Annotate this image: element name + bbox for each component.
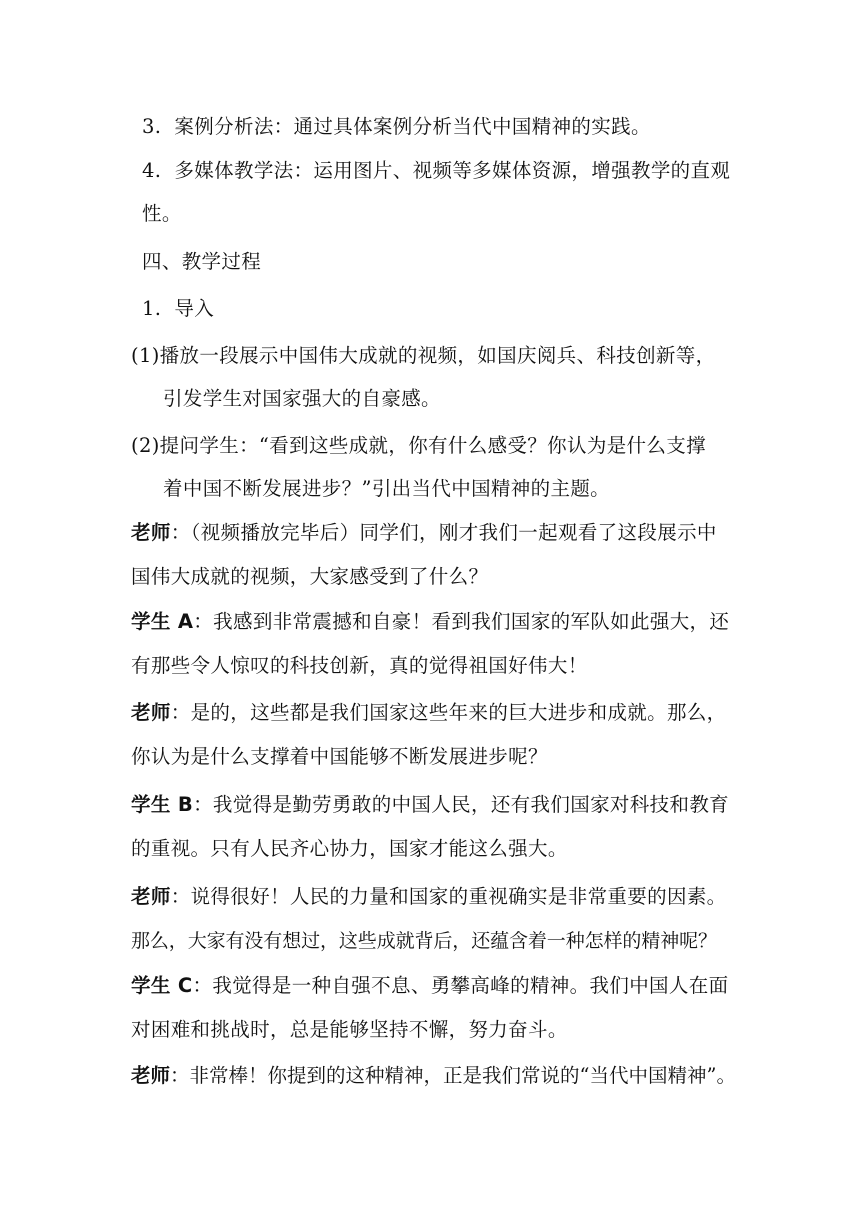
dialogue-continuation: 你认为是什么支撑着中国能够不断发展进步呢？ (131, 745, 548, 768)
list-number: 4. (142, 159, 162, 182)
speaker-separator: ： (193, 793, 213, 816)
utterance-text: 我觉得是勤劳勇敢的中国人民，还有我们国家对科技和教育 (212, 793, 730, 816)
utterance-text: 说得很好！人民的力量和国家的重视确实是非常重要的因素。 (190, 885, 727, 908)
step-number: 1. (142, 297, 162, 320)
dialogue-continuation: 有那些令人惊叹的科技创新，真的觉得祖国好伟大！ (131, 654, 588, 677)
dialogue-teacher-1 (131, 520, 717, 546)
speaker-label: 学生 B (131, 793, 194, 816)
dialogue-continuation: 那么，大家有没有想过，这些成就背后，还蕴含着一种怎样的精神呢？ (131, 930, 717, 952)
speaker-separator: ： (170, 885, 191, 908)
list-text: 多媒体教学法：运用图片、视频等多媒体资源，增强教学的直观 (174, 159, 731, 182)
teaching-method-4-continuation: 性。 (142, 202, 182, 225)
teaching-method-3 (142, 114, 651, 140)
utterance-text: 我觉得是一种自强不息、勇攀高峰的精神。我们中国人在面 (212, 974, 729, 997)
list-text: 案例分析法：通过具体案例分析当代中国精神的实践。 (174, 115, 651, 138)
speaker-separator: ： (170, 1064, 190, 1087)
utterance-text: 非常棒！你提到的这种精神，正是我们常说的“当代中国精神”。 (189, 1064, 736, 1087)
speaker-separator: ： (170, 701, 191, 724)
item-text: 提问学生：“看到这些成就，你有什么感受？你认为是什么支撑 (159, 434, 706, 457)
speaker-separator: ： (170, 521, 191, 544)
dialogue-teacher-3 (131, 884, 727, 910)
dialogue-continuation: 对困难和挑战时，总是能够坚持不懈，努力奋斗。 (131, 1018, 568, 1041)
item-marker: (1) (131, 344, 160, 367)
speaker-separator: ： (192, 974, 213, 997)
dialogue-student-b (131, 792, 729, 818)
speaker-label: 老师 (131, 1064, 171, 1087)
intro-item-2-continuation: 着中国不断发展进步？”引出当代中国精神的主题。 (163, 477, 611, 500)
utterance-text: （视频播放完毕后）同学们，刚才我们一起观看了这段展示中 (190, 521, 717, 544)
speaker-label: 老师 (131, 521, 171, 544)
intro-item-1-continuation: 引发学生对国家强大的自豪感。 (163, 387, 441, 410)
utterance-text: 是的，这些都是我们国家这些年来的巨大进步和成就。那么， (190, 701, 727, 724)
section-heading: 四、教学过程 (142, 250, 262, 273)
step-heading (142, 296, 214, 322)
teaching-method-4 (142, 158, 730, 184)
dialogue-continuation: 的重视。只有人民齐心协力，国家才能这么强大。 (131, 837, 568, 860)
item-marker: (2) (131, 434, 160, 457)
dialogue-teacher-2 (131, 700, 727, 726)
speaker-label: 学生 C (131, 974, 193, 997)
speaker-label: 老师 (131, 885, 171, 908)
dialogue-student-a (131, 609, 729, 635)
speaker-label: 学生 A (131, 610, 194, 633)
item-text: 播放一段展示中国伟大成就的视频，如国庆阅兵、科技创新等， (159, 344, 716, 367)
list-number: 3. (142, 115, 162, 138)
dialogue-student-c (131, 973, 728, 999)
utterance-text: 我感到非常震撼和自豪！看到我们国家的军队如此强大，还 (213, 610, 730, 633)
step-title: 导入 (174, 297, 215, 320)
dialogue-continuation: 国伟大成就的视频，大家感受到了什么？ (131, 565, 489, 588)
dialogue-teacher-4 (131, 1063, 736, 1089)
speaker-label: 老师 (131, 701, 171, 724)
intro-item-2 (131, 433, 706, 459)
speaker-separator: ： (193, 610, 214, 633)
intro-item-1 (131, 343, 715, 369)
